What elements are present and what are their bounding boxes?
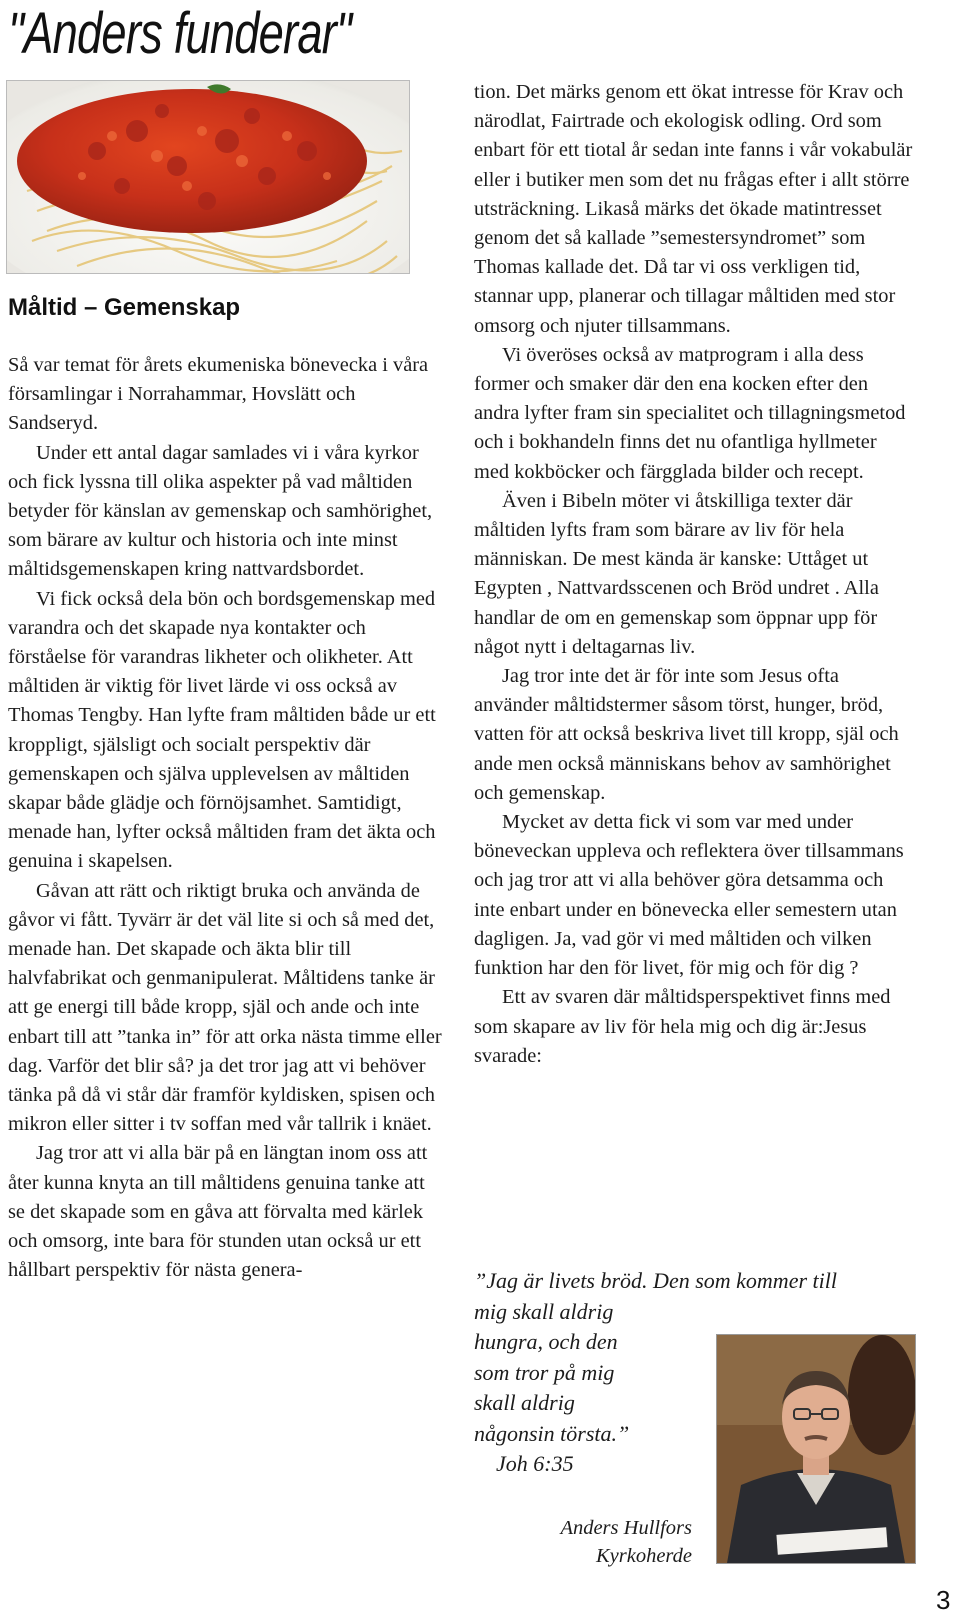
page-number: 3 (936, 1585, 951, 1615)
paragraph: Ett av svaren där måltidsperspektivet finns med som skapare av liv för hela mig och dig är:Jesus svarade: (474, 986, 891, 1067)
paragraph: Under ett antal dagar samlades vi i våra kyrkor och fick lyssna till olika aspekter på vad måltiden betyder för känslan av gemenskap och samhörighet, som bärare av kultur och historia och inte minst måltidsgemenskapen kring nattvardsbordet. (8, 441, 433, 581)
spaghetti-photo (6, 80, 410, 274)
left-column (8, 351, 442, 1286)
paragraph: Jag tror inte det är för inte som Jesus ofta använder måltidstermer såsom törst, hunger, bröd, vatten för att också beskriva livet till kropp, själ och ande men också människans behov av samhörighet och gemenskap. (474, 665, 899, 804)
quote-reference: Joh 6:35 (496, 1451, 574, 1476)
paragraph: Vi överöses också av matprogram i alla dess former och smaker där den ena kocken efter den andra lyfter fram sin specialitet och tillagningsmetod och i bokhandeln finns det nu ofantliga hyllmeter med kokböcker och färgglada bilder och recept. (474, 343, 906, 483)
page-title: "Anders funderar" (8, 1, 352, 66)
paragraph: Gåvan att rätt och riktigt bruka och använda de gåvor vi fått. Tyvärr är det väl lite si och så med det, menade han. Det skapade och äkta blir till halvfabrikat och genmanipulerat. Måltidens tanke är att ge energi till både kropp, själ och ande och inte enbart till att ”tanka in” för att orka nästa timme eller dag. Varför det blir så? ja det tror jag att vi behöver tänka på då vi står där framför kyldisken, spisen och mikron eller sitter i tv soffan med vår tallrik i knäet. (8, 879, 442, 1136)
paragraph: Mycket av detta fick vi som var med under böneveckan uppleva och reflektera över tillsammans och jag tror att vi alla behöver göra detsamma och inte enbart under en bönevecka eller semestern utan dagligen. Ja, vad gör vi med måltiden och vilken funktion har den för livet, för mig och för dig ? (474, 811, 904, 980)
signature (520, 1514, 692, 1570)
quote-line: ”Jag är livets bröd. Den som kommer till (474, 1268, 837, 1293)
paragraph: Även i Bibeln möter vi åtskilliga texter där måltiden lyfts fram som bärare av liv för hela människan. De mest kända är kanske: Uttåget ut Egypten , Nattvardsscenen och Bröd undret . Alla handlar de om en gemenskap som öppnar upp för något nytt i deltagarnas liv. (474, 489, 879, 658)
quote-line: någonsin törsta.” (474, 1420, 630, 1446)
quote-line: skall aldrig (474, 1390, 575, 1415)
paragraph: tion. Det märks genom ett ökat intresse för Krav och närodlat, Fairtrade och ekologisk odling. Ord som enbart för ett tiotal år sedan inte fanns i vår vokabulär eller i butiker men som det nu frågas efter i allt större utsträckning. Likaså märks det ökade matintresset genom det så kallade ”semestersyndromet” som Thomas kallade det. Då tar vi oss verkligen tid, stannar upp, planerar och tillagar måltiden med stor omsorg och njuter tillsammans. (474, 81, 913, 337)
paragraph: Jag tror att vi alla bär på en längtan inom oss att åter kunna knyta an till måltidens genuina tanke att se det skapade som en gåva att förvalta med kärlek och omsorg, inte bara för stunden utan också ur ett hållbart perspektiv för nästa genera- (8, 1142, 428, 1282)
article-heading: Måltid – Gemenskap (8, 294, 241, 321)
quote-line: hungra, och den (474, 1329, 618, 1354)
quote-line: mig skall aldrig (474, 1298, 614, 1324)
right-column (474, 78, 914, 1071)
paragraph: Så var temat för årets ekumeniska bönevecka i våra församlingar i Norrahammar, Hovslätt och Sandseryd. (8, 354, 429, 435)
author-title: Kyrkoherde (595, 1545, 692, 1567)
quote-line: som tror på mig (474, 1359, 615, 1385)
paragraph: Vi fick också dela bön och bordsgemenskap med varandra och det skapade nya kontakter och förståelse för varandras likheter och olikheter. Att måltiden är viktig för livet lärde vi oss också av Thomas Tengby. Han lyfte fram måltiden både ur ett kroppligt, själsligt och socialt perspektiv där gemenskapen och själva upplevelsen av måltiden skapar både glädje och förnöjsamhet. Samtidigt, menade han, lyfter också måltiden fram det äkta och genuina i skapelsen. (8, 587, 436, 873)
author-name: Anders Hullfors (560, 1517, 692, 1539)
author-portrait (716, 1334, 916, 1564)
